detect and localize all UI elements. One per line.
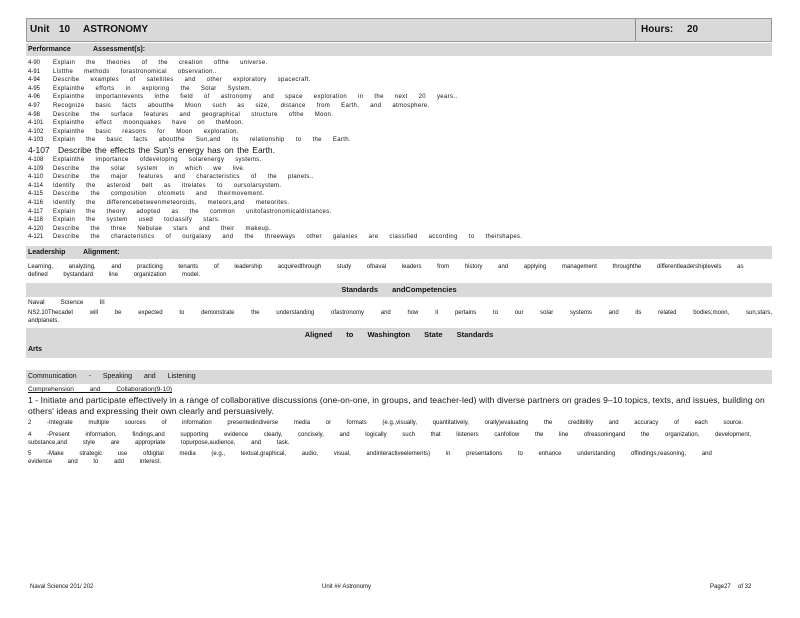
naval-science-label: Naval Science III <box>28 298 105 306</box>
standard-5-line2: evidence and to add interest. <box>28 458 162 465</box>
performance-item <box>26 208 772 217</box>
alignment-label: Alignment: <box>83 248 120 256</box>
performance-text: Identify the differencebetweenmeteoroids, meteors,and meteorites. <box>53 199 290 206</box>
footer-center: Unit ## Astronomy <box>322 584 372 590</box>
performance-text: Describe the characteristics of ourgalaxy and the threeways other galaxies are classified according to theirshapes. <box>53 234 523 241</box>
hours-value: 20 <box>687 24 699 35</box>
leadership-text-line1: Learning, analyzing, and practicing tenants of leadership acquiredthrough study ofnaval leaders from history and applying management throughthe differentleadershiplevels as <box>28 263 744 270</box>
washington-band: Aligned to Washington State Standards <box>26 328 772 342</box>
performance-code: 4-98 <box>28 111 41 118</box>
performance-text: Describe the composition ofcomets and theirmovement. <box>53 191 265 198</box>
arts-label: Arts <box>28 345 43 353</box>
performance-text: Explain the theories of the creation ofthe universe. <box>53 60 268 66</box>
hours-label: Hours: <box>641 24 674 35</box>
performance-text: Describe the effects the Sun's energy has on the Earth. <box>58 144 275 155</box>
performance-text: Describe the solar system in which we live. <box>53 165 246 172</box>
page-footer <box>26 584 772 594</box>
performance-text: Explainthe effect moonquakes have on theMoon. <box>53 120 244 127</box>
performance-code: 4-96 <box>28 94 41 101</box>
standards-band: Standards andCompetencies <box>26 283 772 297</box>
comprehension-heading: Comprehension and Collaboration(9-10) <box>28 385 172 393</box>
document-page <box>26 18 772 466</box>
performance-text: Identify the asteroid belt as itrelates to oursolarsystem. <box>53 182 282 189</box>
performance-code: 4-114 <box>28 182 43 189</box>
performance-list <box>26 59 772 242</box>
performance-label: Performance <box>28 46 71 53</box>
performance-text: Listthe methods forastronomical observation.. <box>53 68 217 75</box>
performance-code: 4-95 <box>28 85 41 92</box>
performance-item <box>26 199 772 208</box>
performance-item <box>26 190 772 199</box>
assessment-label: Assessment(s): <box>93 46 146 53</box>
performance-item <box>26 128 772 137</box>
unit-label: Unit <box>30 24 50 35</box>
performance-text: Describe the surface features and geographical structure ofthe Moon. <box>53 111 334 118</box>
performance-item <box>26 216 772 225</box>
standard-5-line1: 5 -Make strategic use ofdigital media (e.g., textual,graphical, audio, visual, andinteractiveelements) in presentations to enhance understanding offindings,reasoning, and <box>28 450 712 457</box>
performance-code: 4-117 <box>28 208 43 215</box>
performance-code: 4-115 <box>28 191 43 198</box>
performance-code: 4-102 <box>28 128 44 135</box>
performance-code: 4-101 <box>28 120 44 127</box>
performance-code: 4-116 <box>28 199 43 206</box>
performance-item <box>26 136 772 145</box>
performance-text: Explain the basic facts aboutthe Sun,and its relationship to the Earth. <box>53 137 351 144</box>
performance-item <box>26 182 772 191</box>
communication-band <box>26 370 772 384</box>
performance-text: Explainthe basic reasons for Moon exploration. <box>53 128 239 135</box>
performance-code: 4-97 <box>28 102 41 109</box>
footer-left: Naval Science 201/ 202 <box>30 584 94 590</box>
footer-of: of 32 <box>738 584 752 590</box>
performance-band <box>26 43 772 56</box>
performance-item <box>26 102 772 111</box>
performance-text: Describe examples of satellites and other exploratory spacecraft. <box>53 77 311 84</box>
performance-code: 4-108 <box>28 156 44 163</box>
performance-item <box>26 85 772 94</box>
performance-item <box>26 233 772 242</box>
performance-text: Explainthe importance ofdeveloping solarenergy systems. <box>53 156 262 163</box>
footer-page: Page27 <box>710 584 731 590</box>
arts-band <box>26 342 772 358</box>
performance-code: 4-107 <box>28 144 50 155</box>
performance-item <box>26 111 772 120</box>
performance-text: Explainthe efforts in exploring the Solar System. <box>53 85 252 92</box>
standard-2: 2 -Integrate multiple sources of information presentedindiverse media or formats (e.g.,visually, quantitatively, orally)evaluating the credibility and accuracy of each source. <box>28 419 743 426</box>
communication-heading: Communication - Speaking and Listening <box>28 372 196 380</box>
unit-title: ASTRONOMY <box>83 24 148 35</box>
header-divider <box>635 19 636 41</box>
performance-code: 4-118 <box>28 217 43 224</box>
performance-code: 4-109 <box>28 165 44 172</box>
performance-code: 4-94 <box>28 77 41 84</box>
performance-text: Describe the three Nebulae stars and their makeup. <box>53 225 271 232</box>
performance-code: 4-90 <box>28 60 41 66</box>
performance-code: 4-103 <box>28 137 44 144</box>
performance-item <box>26 165 772 174</box>
performance-code: 4-121 <box>28 234 44 241</box>
standard-4-line1: 4 -Present information, findings,and supporting evidence clearly, concisely, and logically such that listeners canfollow the line ofreasoningand the organization, development, <box>28 431 752 438</box>
leadership-band <box>26 246 772 259</box>
performance-item <box>26 59 772 68</box>
ns-standard: NS2.10Thecadet will be expected to demonstrate the understanding ofastronomy and how it pertains to our solar systems and its related bodies;moon, sun,stars, andplanets. <box>28 309 772 324</box>
unit-header-bar <box>26 18 772 42</box>
performance-item <box>26 93 772 102</box>
performance-item <box>26 156 772 165</box>
leadership-text-line2: defined bystandard line organization model. <box>28 271 201 278</box>
performance-item <box>26 68 772 77</box>
performance-code: 4-120 <box>28 225 44 232</box>
unit-number: 10 <box>59 24 71 35</box>
performance-item <box>26 173 772 182</box>
standard-4-line2: substance,and style are appropriate topurpose,audience, and task. <box>28 439 290 446</box>
performance-text: Explain the theory adopted as the common unitofastronomicaldistances. <box>53 208 332 215</box>
performance-item <box>26 225 772 234</box>
performance-item <box>26 145 772 156</box>
performance-text: Recognize basic facts aboutthe Moon such as size, distance from Earth, and atmosphere. <box>53 102 430 109</box>
performance-item <box>26 119 772 128</box>
leadership-label: Leadership <box>28 248 66 256</box>
standard-1: 1 - Initiate and participate effectively in a range of collaborative discussions (one-on-one, in groups, and teacher-led) with diverse partners on grades 9–10 topics, texts, and issues, building on others' ideas and expressing their own clearly and persuasively. <box>28 394 765 416</box>
performance-code: 4-91 <box>28 68 41 75</box>
performance-code: 4-110 <box>28 174 43 181</box>
performance-item <box>26 76 772 85</box>
performance-text: Describe the major features and characteristics of the planets.. <box>53 174 314 181</box>
performance-text: Explain the system used toclassify stars. <box>53 217 221 224</box>
performance-text: Explainthe importantevents inthe field of astronomy and space exploration in the next 20 years.. <box>53 94 458 101</box>
